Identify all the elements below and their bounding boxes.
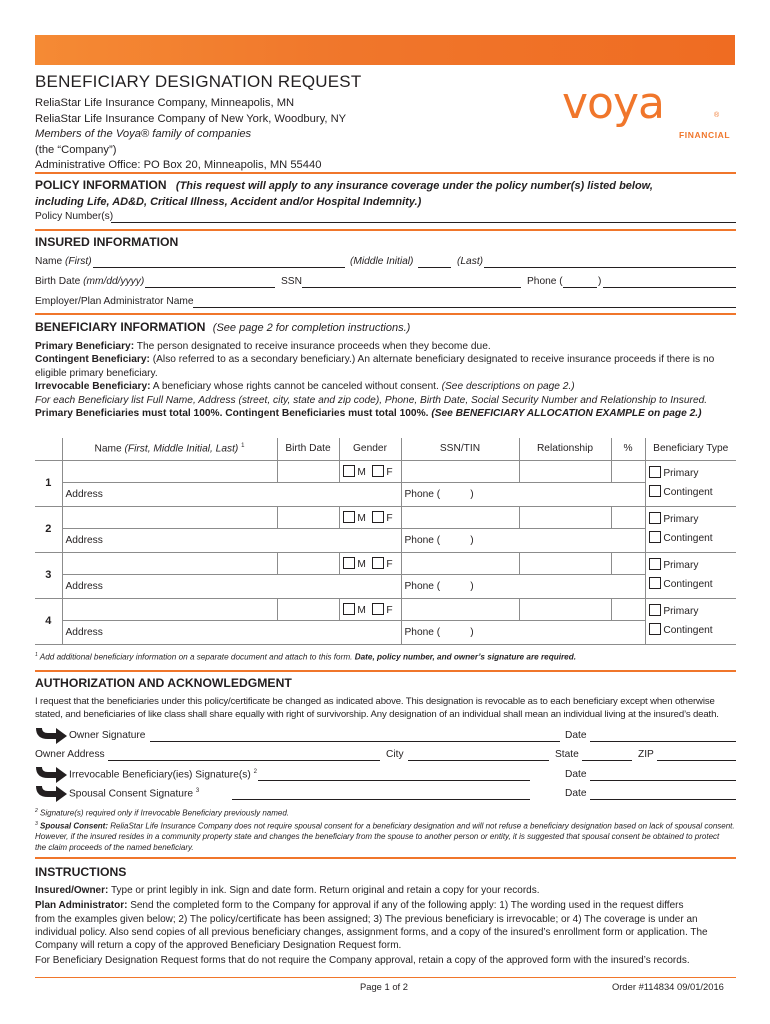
irrevocable-signature-field[interactable]: [258, 780, 530, 781]
voya-logo: [562, 78, 732, 144]
sign-here-arrow-icon: [34, 784, 68, 804]
insured-phone-field[interactable]: [603, 287, 736, 288]
fn3-text: ReliaStar Life Insurance Company does not require spousal consent for a beneficiary designation and will not refuse a beneficiary designation based on lack of spousal consent.: [108, 821, 735, 831]
phone-label: Phone (: [404, 580, 441, 592]
beneficiary-birth-date-field[interactable]: [277, 552, 339, 574]
auth-text-2: stated, and beneficiaries of like class shall share equally with right of survivorship. Any designation of an individual shall mean an individual living at the insured’s death.: [35, 709, 719, 720]
beneficiary-address-row: [35, 482, 736, 506]
gender-cell: [339, 598, 401, 620]
gender-m-checkbox[interactable]: [343, 511, 355, 523]
contingent-def: (Also referred to as a secondary beneficiary.) An alternate beneficiary designated to receive insurance proceeds if there is no: [149, 354, 715, 366]
spousal-date-label: Date: [565, 788, 587, 799]
policy-note-2: including Life, AD&D, Critical Illness, Accident and/or Hospital Indemnity.): [35, 196, 422, 208]
spousal-signature-label: [69, 788, 199, 799]
insured-first-name-field[interactable]: [93, 267, 345, 268]
beneficiary-row: [35, 506, 736, 528]
beneficiary-ssn-field[interactable]: [401, 598, 519, 620]
gender-m-label: M: [357, 466, 366, 478]
zip-label: ZIP: [638, 749, 654, 760]
irrevocable-def: A beneficiary whose rights cannot be canceled without consent.: [150, 381, 439, 393]
beneficiary-address-field[interactable]: [62, 574, 401, 598]
address-label: Address: [65, 626, 103, 638]
contingent-def-2: eligible primary beneficiary.: [35, 367, 158, 379]
beneficiary-percent-field[interactable]: [611, 598, 645, 620]
row-number: 4: [35, 598, 62, 644]
phone-close: ): [470, 626, 474, 638]
fn3-text-3: the claim proceeds of the named beneficiary.: [35, 842, 194, 852]
irrevocable-date-label: Date: [565, 769, 587, 780]
primary-label: Primary: [663, 514, 699, 525]
primary-checkbox[interactable]: [649, 512, 661, 524]
company-line-4: (the “Company”): [35, 143, 117, 156]
col-ssn-header: SSN/TIN: [401, 438, 519, 460]
ssn-label: SSN: [281, 276, 302, 287]
row-number: 3: [35, 552, 62, 598]
beneficiary-birth-date-field[interactable]: [277, 506, 339, 528]
owner-date-field[interactable]: [590, 741, 736, 742]
instructions-body: [35, 884, 736, 968]
city-label: City: [386, 749, 404, 760]
beneficiary-row: [35, 598, 736, 620]
footnote-sup: 1: [35, 652, 38, 658]
spousal-signature-field[interactable]: [232, 799, 530, 800]
fn3-bold: Spousal Consent:: [37, 821, 109, 831]
header-color-band: [35, 35, 735, 65]
each-beneficiary-note: For each Beneficiary list Full Name, Address (street, city, state and zip code), Phone, Birth Date, Social Security Number and Relationship to Insured.: [35, 394, 708, 406]
owner-address-field[interactable]: [108, 760, 380, 761]
state-label: State: [555, 749, 579, 760]
gender-f-checkbox[interactable]: [372, 465, 384, 477]
beneficiary-name-field[interactable]: [62, 460, 277, 482]
section-rule: [35, 229, 736, 231]
company-line-5: Administrative Office: PO Box 20, Minneapolis, MN 55440: [35, 159, 322, 171]
io-text: Type or print legibly in ink. Sign and date form. Return original and retain a copy for your records.: [108, 885, 540, 896]
fn2-sup: 2: [35, 808, 38, 814]
beneficiary-address-row: [35, 528, 736, 552]
totals-note: Primary Beneficiaries must total 100%. Contingent Beneficiaries must total 100%.: [35, 408, 429, 420]
state-field[interactable]: [582, 760, 632, 761]
city-field[interactable]: [408, 760, 549, 761]
phone-close: ): [470, 534, 474, 546]
beneficiary-phone-field[interactable]: [401, 528, 645, 552]
policy-note: (This request will apply to any insurance coverage under the policy number(s) listed below,: [175, 180, 653, 192]
irrevocable-term: Irrevocable Beneficiary:: [35, 381, 151, 393]
primary-term: Primary Beneficiary:: [35, 341, 135, 352]
birth-date-label: [35, 276, 144, 287]
instructions-last: For Beneficiary Designation Request forms that do not require the Company approval, retain a copy of the approved form with the insured’s records.: [35, 955, 690, 967]
col-gender-header: Gender: [339, 438, 401, 460]
auth-heading: AUTHORIZATION AND ACKNOWLEDGMENT: [35, 676, 292, 690]
primary-checkbox[interactable]: [649, 558, 661, 570]
beneficiary-row: [35, 552, 736, 574]
beneficiary-ssn-field[interactable]: [401, 506, 519, 528]
gender-f-label: F: [386, 512, 393, 524]
sign-here-arrow-icon: [34, 726, 68, 746]
company-line-3: Members of the Voya® family of companies: [35, 128, 252, 140]
gender-m-label: M: [357, 604, 366, 616]
fn3-sup: 3: [35, 821, 38, 828]
gender-cell: [339, 460, 401, 482]
phone-close: ): [598, 276, 602, 287]
beneficiary-type-cell: [645, 552, 736, 598]
irrev-sig-text: Irrevocable Beneficiary(ies) Signature(s): [69, 769, 251, 781]
contingent-label: Contingent: [663, 625, 713, 636]
zip-field[interactable]: [657, 760, 736, 761]
gender-f-label: F: [386, 604, 393, 616]
contingent-checkbox[interactable]: [649, 485, 661, 497]
gender-m-label: M: [357, 512, 366, 524]
policy-heading: POLICY INFORMATION: [35, 178, 167, 192]
table-header-row: [35, 438, 736, 460]
beneficiary-phone-field[interactable]: [401, 482, 645, 506]
contingent-label: Contingent: [663, 487, 713, 498]
gender-m-checkbox[interactable]: [343, 603, 355, 615]
section-rule: [35, 313, 736, 315]
gender-m-label: M: [357, 558, 366, 570]
contingent-checkbox[interactable]: [649, 577, 661, 589]
primary-checkbox[interactable]: [649, 604, 661, 616]
beneficiary-percent-field[interactable]: [611, 506, 645, 528]
gender-cell: [339, 552, 401, 574]
gender-f-checkbox[interactable]: [372, 511, 384, 523]
fn3-text-2: However, if the insured resides in a community property state and changes the beneficiary from the spouse to another person or entity, it is suggested that spousal consent be obtained to protect: [35, 832, 720, 842]
owner-address-label: Owner Address: [35, 749, 105, 760]
col-type-header: Beneficiary Type: [645, 438, 736, 460]
owner-date-label: Date: [565, 730, 587, 741]
insured-ssn-field[interactable]: [302, 287, 521, 288]
col-name-italic: (First, Middle Initial, Last): [124, 443, 239, 455]
irrev-sup: 2: [253, 769, 257, 775]
footnote-text: Add additional beneficiary information on a separate document and attach to this form.: [37, 652, 353, 662]
contingent-label: Contingent: [663, 579, 713, 590]
gender-m-checkbox[interactable]: [343, 557, 355, 569]
footnote-bold: Date, policy number, and owner’s signature are required.: [352, 652, 576, 662]
pa-text-1: Send the completed form to the Company for approval if any of the following apply: 1) The wording used in the request differs: [127, 900, 684, 912]
table-footnote: [35, 652, 576, 662]
section-rule: [35, 172, 736, 174]
beneficiary-address-row: [35, 620, 736, 644]
first-label: (First): [65, 256, 92, 267]
beneficiary-note: (See page 2 for completion instructions.): [212, 322, 411, 334]
auth-text: [35, 695, 736, 721]
beneficiary-relationship-field[interactable]: [519, 506, 611, 528]
page-title: BENEFICIARY DESIGNATION REQUEST: [35, 72, 362, 91]
spousal-date-field[interactable]: [590, 799, 736, 800]
primary-label: Primary: [663, 606, 699, 617]
gender-cell: [339, 506, 401, 528]
contingent-checkbox[interactable]: [649, 623, 661, 635]
birth-format: (mm/dd/yyyy): [83, 276, 145, 287]
contingent-label: Contingent: [663, 533, 713, 544]
insured-area-code-field[interactable]: [563, 287, 597, 288]
beneficiary-definitions: [35, 340, 736, 420]
beneficiary-address-field[interactable]: [62, 482, 401, 506]
primary-def: The person designated to receive insurance proceeds when they become due.: [134, 341, 491, 352]
last-label: (Last): [457, 256, 484, 267]
primary-label: Primary: [663, 468, 699, 479]
pa-term: Plan Administrator:: [35, 900, 128, 912]
phone-close: ): [470, 580, 474, 592]
address-label: Address: [65, 488, 103, 500]
beneficiary-name-field[interactable]: [62, 552, 277, 574]
beneficiary-heading-block: [35, 320, 410, 334]
beneficiary-relationship-field[interactable]: [519, 598, 611, 620]
footer-rule: [35, 977, 736, 978]
birth-label-text: Birth Date: [35, 276, 81, 287]
col-name-sup: 1: [241, 443, 245, 450]
company-line-2: ReliaStar Life Insurance Company of New York, Woodbury, NY: [35, 112, 347, 125]
irrevocable-ref: (See descriptions on page 2.): [438, 381, 575, 393]
phone-label: Phone (: [404, 534, 441, 546]
policy-number-field[interactable]: [111, 222, 736, 223]
address-label: Address: [65, 534, 103, 546]
policy-heading-block: [35, 178, 736, 210]
spousal-sup: 3: [195, 788, 200, 794]
logo-registered: ®: [714, 112, 720, 119]
pa-text-2: from the examples given below; 2) The policy/certificate has been assigned; 3) The previous beneficiary is irrevocable; or 4) The coverage is under an: [35, 913, 698, 925]
beneficiary-table: [35, 438, 736, 645]
primary-label: Primary: [663, 560, 699, 571]
primary-checkbox[interactable]: [649, 466, 661, 478]
insured-name-label: [35, 256, 92, 267]
beneficiary-birth-date-field[interactable]: [277, 598, 339, 620]
phone-close: ): [470, 488, 474, 500]
section-rule: [35, 857, 736, 859]
beneficiary-ssn-field[interactable]: [401, 460, 519, 482]
pa-text-4: Company will return a copy of the approved Beneficiary Designation Request form.: [35, 940, 402, 952]
beneficiary-name-field[interactable]: [62, 506, 277, 528]
beneficiary-address-field[interactable]: [62, 620, 401, 644]
insured-heading: INSURED INFORMATION: [35, 235, 179, 249]
beneficiary-percent-field[interactable]: [611, 460, 645, 482]
row-number: 1: [35, 460, 62, 506]
insured-middle-initial-field[interactable]: [418, 267, 451, 268]
io-term: Insured/Owner:: [35, 885, 109, 896]
owner-signature-field[interactable]: [150, 741, 560, 742]
beneficiary-relationship-field[interactable]: [519, 552, 611, 574]
beneficiary-address-row: [35, 574, 736, 598]
spousal-sig-text: Spousal Consent Signature: [69, 788, 194, 800]
fn2-text: Signature(s) required only if Irrevocable Beneficiary previously named.: [37, 808, 290, 818]
beneficiary-row: [35, 460, 736, 482]
gender-f-label: F: [386, 466, 393, 478]
company-line-1: ReliaStar Life Insurance Company, Minneapolis, MN: [35, 97, 295, 109]
row-number: 2: [35, 506, 62, 552]
auth-footnotes: [35, 806, 740, 853]
beneficiary-type-cell: [645, 460, 736, 506]
phone-label: Phone (: [527, 276, 563, 287]
beneficiary-type-cell: [645, 598, 736, 644]
gender-f-checkbox[interactable]: [372, 603, 384, 615]
beneficiary-phone-field[interactable]: [401, 574, 645, 598]
sign-here-arrow-icon: [34, 765, 68, 785]
page-number: Page 1 of 2: [360, 981, 408, 992]
beneficiary-type-cell: [645, 506, 736, 552]
phone-label: Phone (: [404, 626, 441, 638]
beneficiary-address-field[interactable]: [62, 528, 401, 552]
auth-text-1: I request that the beneficiaries under this policy/certificate be changed as indicated above. This designation is revocable as to each beneficiary except when otherwise: [35, 696, 715, 707]
col-relationship-header: Relationship: [519, 438, 611, 460]
logo-wordmark: voya: [562, 78, 664, 129]
pa-text-3: individual policy. Also send copies of all previous beneficiary changes, assignment forms, and a copy of the insured’s enrollment form or application. The: [35, 926, 708, 938]
employer-label: Employer/Plan Administrator Name: [35, 296, 194, 307]
logo-subtitle: FINANCIAL: [679, 130, 731, 140]
beneficiary-ssn-field[interactable]: [401, 552, 519, 574]
employer-name-field[interactable]: [193, 307, 736, 308]
section-rule: [35, 670, 736, 672]
gender-f-checkbox[interactable]: [372, 557, 384, 569]
col-birth-header: Birth Date: [277, 438, 339, 460]
beneficiary-percent-field[interactable]: [611, 552, 645, 574]
totals-ref: (See BENEFICIARY ALLOCATION EXAMPLE on page 2.): [428, 408, 702, 420]
contingent-term: Contingent Beneficiary:: [35, 354, 150, 366]
col-name-header: [62, 438, 277, 460]
owner-signature-label: Owner Signature: [69, 730, 146, 741]
policy-number-label: Policy Number(s): [35, 211, 114, 222]
beneficiary-heading: BENEFICIARY INFORMATION: [35, 320, 206, 334]
gender-m-checkbox[interactable]: [343, 465, 355, 477]
insured-birth-date-field[interactable]: [145, 287, 275, 288]
beneficiary-name-field[interactable]: [62, 598, 277, 620]
irrevocable-signature-label: [69, 769, 257, 780]
phone-label: Phone (: [404, 488, 441, 500]
col-percent-header: %: [611, 438, 645, 460]
order-number: Order #114834 09/01/2016: [612, 981, 724, 992]
contingent-checkbox[interactable]: [649, 531, 661, 543]
beneficiary-birth-date-field[interactable]: [277, 460, 339, 482]
col-name-text: Name: [94, 443, 122, 455]
instructions-heading: INSTRUCTIONS: [35, 865, 127, 879]
name-label-text: Name: [35, 256, 63, 267]
beneficiary-phone-field[interactable]: [401, 620, 645, 644]
gender-f-label: F: [386, 558, 393, 570]
address-label: Address: [65, 580, 103, 592]
irrevocable-date-field[interactable]: [590, 780, 736, 781]
beneficiary-relationship-field[interactable]: [519, 460, 611, 482]
insured-last-name-field[interactable]: [484, 267, 736, 268]
middle-initial-label: (Middle Initial): [350, 256, 414, 267]
